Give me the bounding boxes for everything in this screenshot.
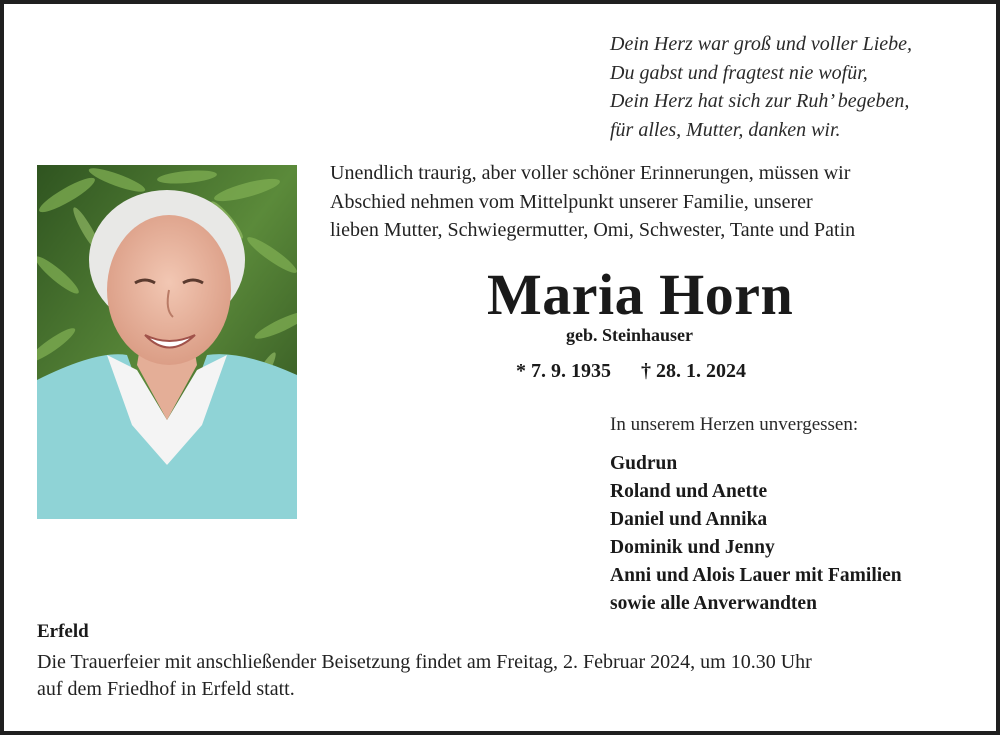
mourner-item: Daniel und Annika [610,509,768,530]
funeral-line: auf dem Friedhof in Erfeld statt. [37,678,295,700]
poem [610,30,912,144]
mourner-item: Roland und Anette [610,481,768,502]
maiden-name: geb. Steinhauser [566,325,694,345]
mourner-item: Gudrun [610,453,678,474]
poem-line: für alles, Mutter, danken wir. [610,118,841,141]
funeral-notice [37,649,812,703]
intro-line: lieben Mutter, Schwiegermutter, Omi, Schwester, Tante und Patin [330,219,856,241]
portrait-photo [37,165,297,519]
place-name: Erfeld [37,621,89,642]
intro-text [330,159,855,245]
mourner-item: Anni und Alois Lauer mit Familien [610,565,902,586]
mourners-list [610,450,902,618]
poem-line: Dein Herz hat sich zur Ruh’ begeben, [610,90,910,112]
poem-line: Dein Herz war groß und voller Liebe, [610,33,913,55]
mourner-item: sowie alle Anverwandten [610,593,817,614]
mourner-item: Dominik und Jenny [610,537,775,558]
funeral-line: Die Trauerfeier mit anschließender Beisetzung findet am Freitag, 2. Februar 2024, um 10.30 Uhr [37,651,812,673]
portrait-illustration [37,165,297,519]
deceased-name: Maria Horn [487,262,794,327]
birth-date: * 7. 9. 1935 [516,360,611,382]
unforgotten-label: In unserem Herzen unvergessen: [610,414,859,435]
intro-line: Abschied nehmen vom Mittelpunkt unserer Familie, unserer [330,190,813,213]
death-date: † 28. 1. 2024 [641,360,746,382]
life-dates [516,360,776,383]
intro-line: Unendlich traurig, aber voller schöner Erinnerungen, müssen wir [330,162,851,184]
poem-line: Du gabst und fragtest nie wofür, [610,61,868,84]
